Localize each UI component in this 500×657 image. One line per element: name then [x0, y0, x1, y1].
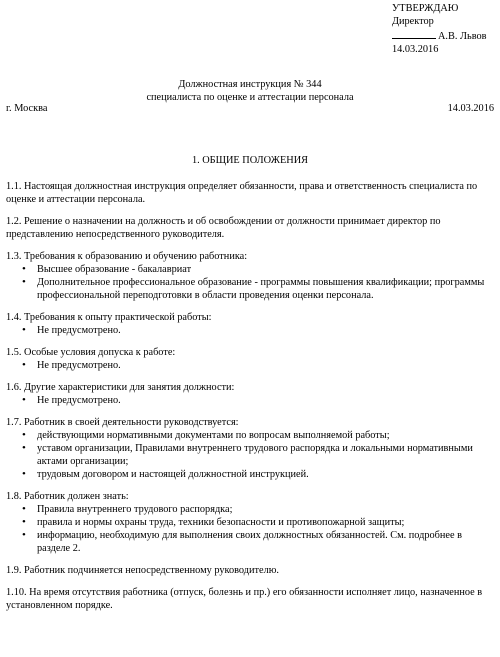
document-title: [0, 78, 500, 104]
paragraph: [6, 250, 494, 302]
approval-label: УТВЕРЖДАЮ: [392, 3, 459, 14]
approval-position: Директор: [392, 16, 434, 27]
document-title-line1: Должностная инструкция № 344: [178, 79, 322, 90]
paragraph-text: 1.4. Требования к опыту практической работы:: [6, 312, 212, 323]
paragraph-text: 1.6. Другие характеристики для занятия должности:: [6, 382, 235, 393]
bullet-list: [6, 429, 494, 481]
paragraph: [6, 215, 494, 241]
list-item: • Правила внутреннего трудового распорядка;: [37, 503, 494, 516]
approval-signature-line: [392, 28, 497, 43]
city-date-row: [6, 102, 494, 115]
paragraph-text: 1.10. На время отсутствия работника (отпуск, болезнь и пр.) его обязанности исполняет лицо, назначенное в установленном порядке.: [6, 587, 483, 611]
paragraph: [6, 586, 494, 612]
list-item: • Высшее образование - бакалавриат: [37, 263, 494, 276]
document-date: 14.03.2016: [447, 103, 494, 114]
paragraph-text: 1.1. Настоящая должностная инструкция определяет обязанности, права и ответственность специалиста по оценке и аттестации персонала.: [6, 181, 478, 205]
paragraph-text: 1.5. Особые условия допуска к работе:: [6, 347, 176, 358]
bullet-list: [6, 359, 494, 372]
paragraph-text: 1.7. Работник в своей деятельности руководствуется:: [6, 417, 239, 428]
document-title-line2: специалиста по оценке и аттестации персонала: [146, 92, 354, 103]
approval-date: 14.03.2016: [392, 44, 439, 55]
list-item: • Не предусмотрено.: [37, 324, 494, 337]
list-item: • правила и нормы охраны труда, техники безопасности и противопожарной защиты;: [37, 516, 494, 529]
bullet-list: [6, 263, 494, 302]
paragraph-text: 1.9. Работник подчиняется непосредственному руководителю.: [6, 565, 279, 576]
city: г. Москва: [6, 103, 48, 114]
document-body: [6, 180, 494, 621]
list-item: • уставом организации, Правилами внутреннего трудового распорядка и локальными нормативными актами организации;: [37, 442, 494, 468]
paragraph-text: 1.3. Требования к образованию и обучению работника:: [6, 251, 248, 262]
list-item: • действующими нормативными документами по вопросам выполняемой работы;: [37, 429, 494, 442]
paragraph-text: 1.8. Работник должен знать:: [6, 491, 129, 502]
approval-block: [392, 2, 497, 56]
bullet-list: [6, 394, 494, 407]
bullet-list: [6, 324, 494, 337]
list-item: • трудовым договором и настоящей должностной инструкцией.: [37, 468, 494, 481]
paragraph: [6, 381, 494, 407]
list-item: • Не предусмотрено.: [37, 394, 494, 407]
paragraph: [6, 490, 494, 555]
list-item: • Дополнительное профессиональное образование - программы повышения квалификации; программы профессиональной переподготовки в области проведения оценки персонала.: [37, 276, 494, 302]
paragraph: [6, 346, 494, 372]
paragraph: [6, 311, 494, 337]
signature-underline: [392, 28, 436, 39]
paragraph: [6, 416, 494, 481]
list-item: • Не предусмотрено.: [37, 359, 494, 372]
approval-name: А.В. Львов: [438, 31, 487, 42]
section-heading: 1. ОБЩИЕ ПОЛОЖЕНИЯ: [191, 155, 309, 166]
paragraph: [6, 564, 494, 577]
paragraph-text: 1.2. Решение о назначении на должность и об освобождении от должности принимает директор по представлению непосредственного руководителя.: [6, 216, 441, 240]
bullet-list: [6, 503, 494, 555]
paragraph: [6, 180, 494, 206]
list-item: • информацию, необходимую для выполнения своих должностных обязанностей. См. подробнее в разделе 2.: [37, 529, 494, 555]
